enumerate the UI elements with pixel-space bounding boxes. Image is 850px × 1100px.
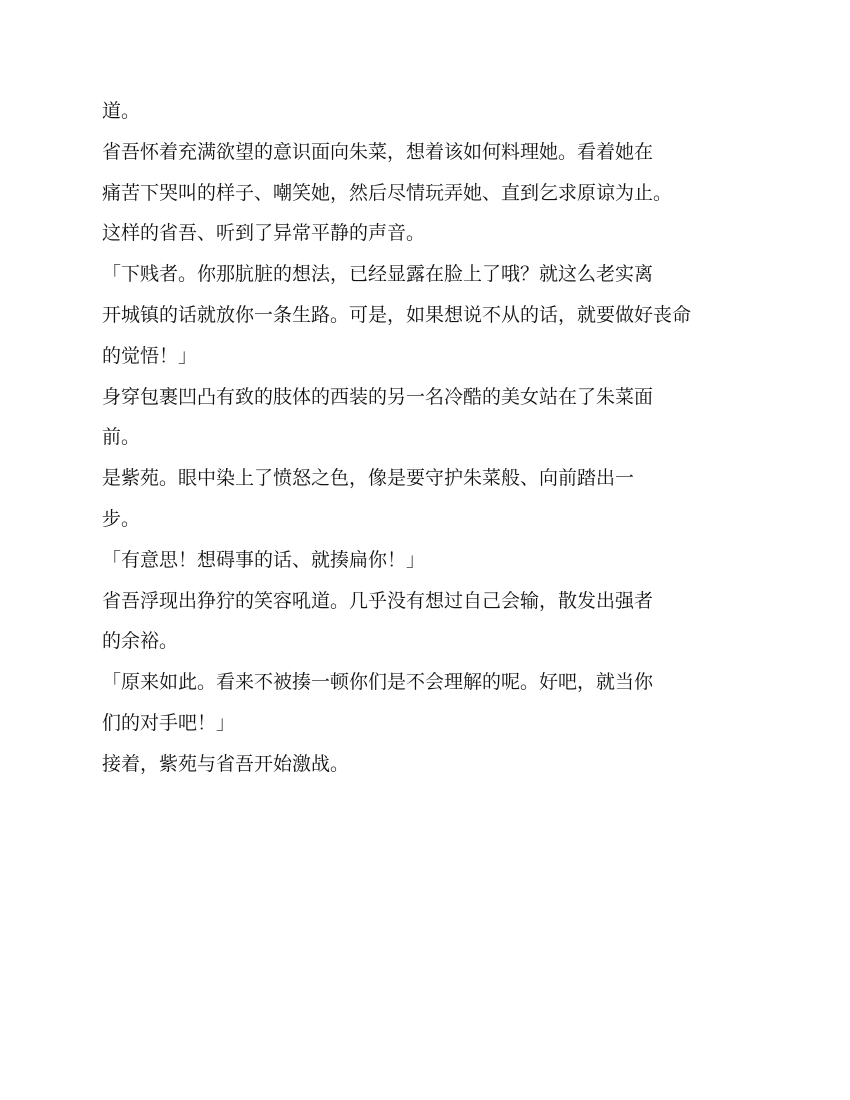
text-line: 「下贱者。你那肮脏的想法，已经显露在脸上了哦？就这么老实离 <box>102 263 654 286</box>
text-line: 们的对手吧！」 <box>102 711 236 734</box>
text-line: 痛苦下哭叫的样子、嘲笑她，然后尽情玩弄她、直到乞求原谅为止。 <box>102 181 673 204</box>
text-line: 开城镇的话就放你一条生路。可是，如果想说不从的话，就要做好丧命 <box>102 303 692 326</box>
body-text <box>102 91 762 785</box>
text-line: 省吾怀着充满欲望的意识面向朱菜，想着该如何料理她。看着她在 <box>102 140 654 163</box>
text-line: 省吾浮现出狰狞的笑容吼道。几乎没有想过自己会输，散发出强者 <box>102 589 654 612</box>
text-line: 这样的省吾、听到了异常平静的声音。 <box>102 222 426 245</box>
text-line: 步。 <box>102 507 141 530</box>
text-line: 「原来如此。看来不被揍一顿你们是不会理解的呢。好吧，就当你 <box>102 671 654 694</box>
text-line: 道。 <box>102 100 141 122</box>
text-line: 身穿包裹凹凸有致的肢体的西装的另一名冷酷的美女站在了朱菜面 <box>102 385 654 408</box>
text-line: 的余裕。 <box>102 630 179 653</box>
text-line: 的觉悟！」 <box>102 344 198 367</box>
text-line: 前。 <box>102 426 141 449</box>
text-line: 「有意思！想碍事的话、就揍扁你！」 <box>102 548 426 571</box>
text-line: 是紫苑。眼中染上了愤怒之色，像是要守护朱菜般、向前踏出一 <box>102 467 635 490</box>
text-line: 接着，紫苑与省吾开始激战。 <box>102 752 350 775</box>
